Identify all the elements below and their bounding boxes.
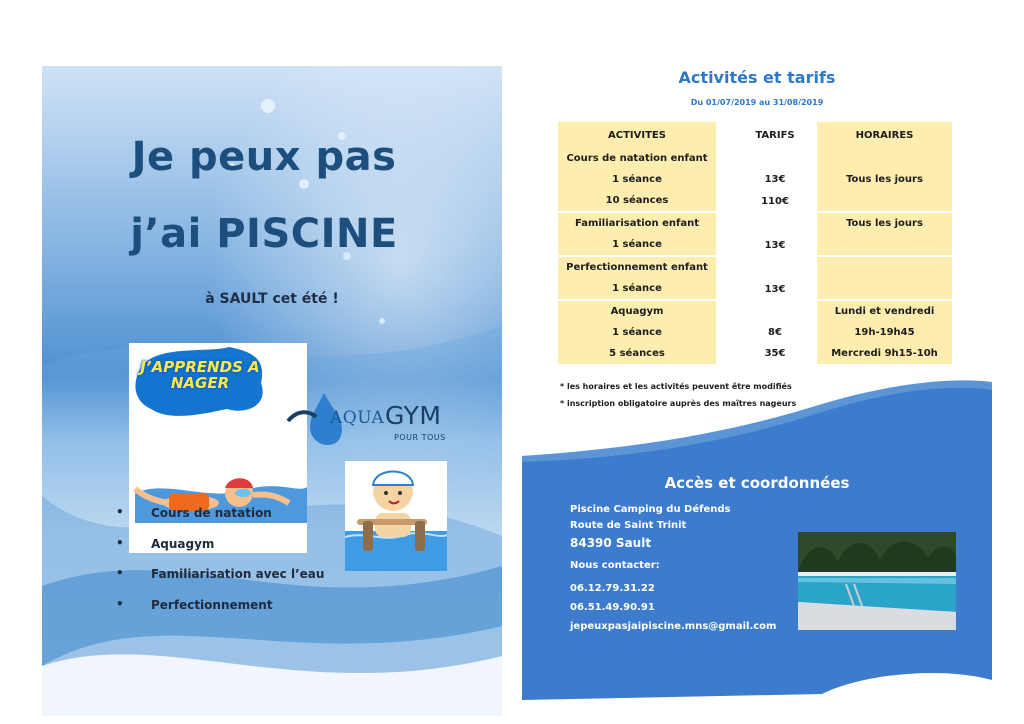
aqua-label: AQUA <box>330 408 385 428</box>
cell-tarif <box>746 148 804 169</box>
swimming-boy-illustration <box>345 461 447 571</box>
header-activites: ACTIVITES <box>558 122 716 148</box>
boy-swimmer-icon <box>345 461 447 571</box>
cell-horaire <box>817 190 952 213</box>
cell-activite: Aquagym <box>558 301 716 322</box>
subtitle: à SAULT cet été ! <box>205 291 339 307</box>
table-row <box>558 257 952 278</box>
cell-tarif <box>746 257 804 278</box>
header-horaires: HORAIRES <box>817 122 952 148</box>
japprends-logo-text: J’APPRENDS A NAGER <box>140 358 260 392</box>
phone-number-2[interactable]: 06.51.49.90.91 <box>570 602 655 613</box>
tarifs-table <box>558 122 952 364</box>
cell-tarif <box>746 213 804 234</box>
cell-tarif: 13€ <box>764 240 786 251</box>
phone-number-1[interactable]: 06.12.79.31.22 <box>570 583 655 594</box>
address-line2: Route de Saint Trinit <box>570 520 687 531</box>
cell-horaire <box>817 234 952 257</box>
contact-block <box>570 504 776 637</box>
bullet-aquagym: • Aquagym <box>116 537 324 568</box>
cell-horaire <box>817 148 952 169</box>
table-row <box>558 301 952 322</box>
season-dates: Du 01/07/2019 au 31/08/2019 <box>690 98 824 107</box>
right-panel <box>522 60 992 710</box>
cell-tarif: 13€ <box>764 174 786 185</box>
header-tarifs: TARIFS <box>755 129 795 141</box>
cell-activite: 1 séance <box>558 322 716 343</box>
cell-horaire: Lundi et vendredi <box>817 301 952 322</box>
gym-label: GYM <box>385 401 442 430</box>
bullet-cours-natation: • Cours de natation <box>116 506 324 537</box>
cell-activite: 1 séance <box>558 169 716 190</box>
left-panel <box>42 66 502 716</box>
cell-horaire: Mercredi 9h15-10h <box>817 343 952 364</box>
cell-horaire: Tous les jours <box>817 169 952 190</box>
cell-horaire: 19h-19h45 <box>817 322 952 343</box>
contact-label: Nous contacter: <box>570 560 660 571</box>
bullet-perfectionnement: • Perfectionnement <box>116 598 324 629</box>
cell-activite: Familiarisation enfant <box>558 213 716 234</box>
cell-activite: 1 séance <box>558 234 716 257</box>
activities-title: Activités et tarifs <box>678 68 836 87</box>
table-row <box>558 343 952 364</box>
bullet-familiarisation: • Familiarisation avec l’eau <box>116 567 324 598</box>
cell-tarif: 110€ <box>761 196 789 207</box>
cell-horaire <box>817 278 952 301</box>
cell-horaire <box>817 257 952 278</box>
note-inscription: * inscription obligatoire auprès des maîtres nageurs <box>560 399 797 408</box>
activities-bullet-list <box>116 506 324 628</box>
aquagym-logo <box>282 391 472 451</box>
address-city: 84390 Sault <box>570 536 652 550</box>
note-horaires: * les horaires et les activités peuvent être modifiés <box>560 382 792 391</box>
cell-activite: 10 séances <box>558 190 716 213</box>
table-row <box>558 213 952 234</box>
main-title-line1: Je peux pas <box>131 134 397 180</box>
table-header-row <box>558 122 952 148</box>
contact-title: Accès et coordonnées <box>664 474 850 492</box>
cell-tarif: 8€ <box>768 327 782 338</box>
table-row <box>558 234 952 257</box>
table-notes <box>560 382 796 416</box>
main-title-line2: j’ai PISCINE <box>130 211 398 257</box>
address-line1: Piscine Camping du Défends <box>570 504 731 515</box>
cell-activite: Cours de natation enfant <box>558 148 716 169</box>
cell-activite: Perfectionnement enfant <box>558 257 716 278</box>
table-row <box>558 148 952 169</box>
cell-activite: 1 séance <box>558 278 716 301</box>
cell-horaire: Tous les jours <box>817 213 952 234</box>
pool-photo <box>798 532 956 630</box>
table-row <box>558 322 952 343</box>
contact-email[interactable]: jepeuxpasjaipiscine.mns@gmail.com <box>570 621 777 632</box>
cell-tarif: 35€ <box>764 348 786 359</box>
table-row <box>558 190 952 213</box>
cell-tarif <box>746 301 804 322</box>
pour-tous-label: POUR TOUS <box>394 433 446 442</box>
cell-activite: 5 séances <box>558 343 716 364</box>
table-row <box>558 169 952 190</box>
cell-tarif: 13€ <box>764 284 786 295</box>
table-row <box>558 278 952 301</box>
